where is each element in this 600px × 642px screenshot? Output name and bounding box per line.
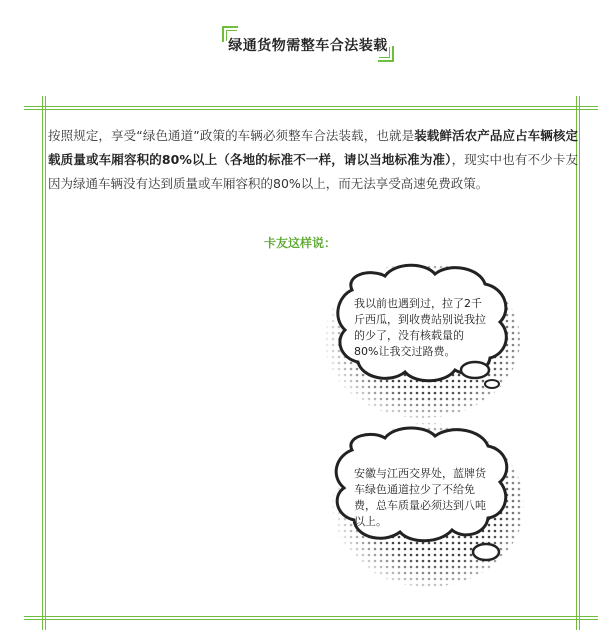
paragraph-part1: 按照规定，享受“绿色通道”政策的车辆必须整车合法装载，也就是 — [48, 128, 415, 143]
page-title: 绿通货物需整车合法装载 — [228, 38, 388, 54]
paragraph-bold: 装载鲜活农产品应占车辆核定载质量或车厢容积的80%以上（各地的标准不一样，请以当地标准为准） — [48, 128, 578, 167]
subhead: 卡友这样说： — [263, 236, 336, 250]
quote-2: 安徽与江西交界处，蓝牌货车绿色通道拉少了不给免费，总车质量必须达到八吨以上。 — [354, 467, 486, 528]
quote-1: 我以前也遇到过，拉了2千斤西瓜，到收费站别说我拉的少了，没有核载量的80%让我交过路费。 — [354, 297, 486, 358]
paragraph-part2: ，现实中也有不少卡友因为绿通车辆没有达到质量或车厢容积的80%以上，而无法享受高速免费政策。 — [48, 152, 578, 191]
